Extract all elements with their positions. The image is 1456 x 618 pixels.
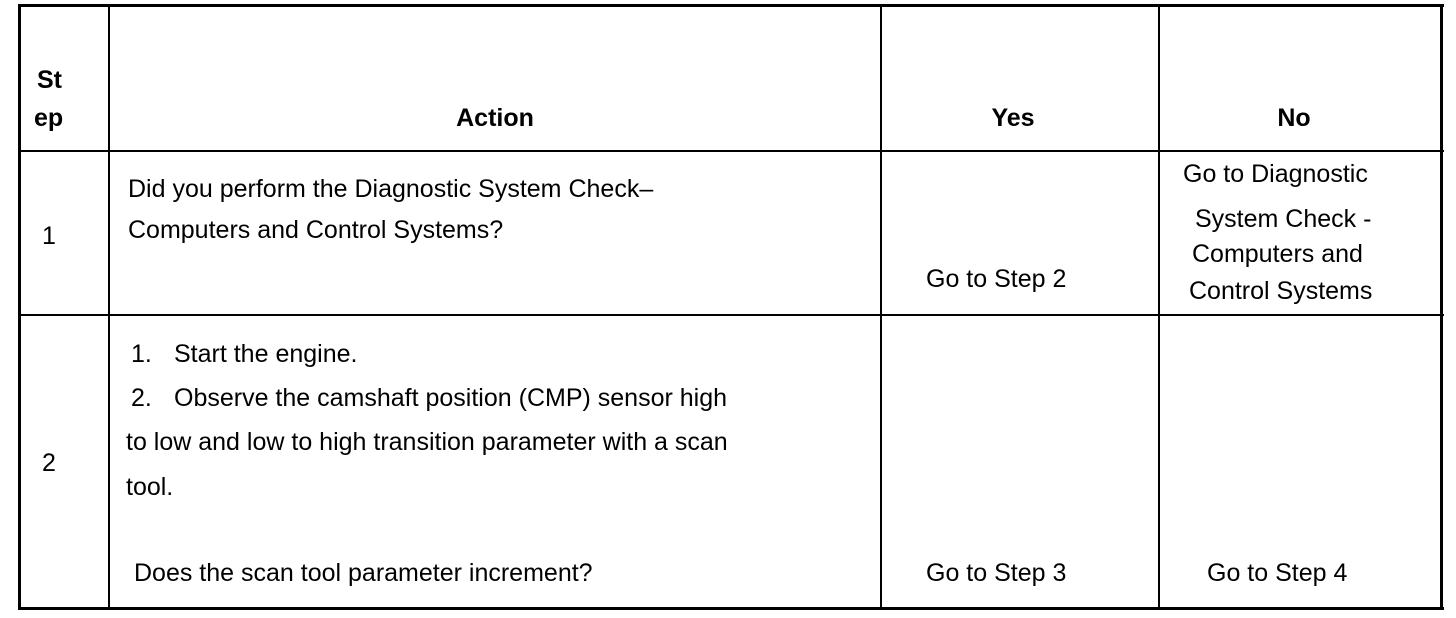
header-action: Action [456, 104, 534, 132]
row2-action-line4: tool. [126, 473, 174, 501]
table-border-top [18, 4, 1444, 7]
row2-action-line3: to low and low to high transition parameter with a scan [126, 428, 728, 456]
row2-question: Does the scan tool parameter increment? [134, 559, 593, 587]
table-border-right [1440, 4, 1443, 610]
table-border-bottom [18, 607, 1444, 610]
header-step-line2: ep [34, 104, 64, 132]
column-divider-step-action [108, 4, 110, 610]
table-border-left [18, 4, 21, 610]
row1-no-line2: System Check - [1195, 205, 1372, 233]
row1-no-line3: Computers and [1192, 240, 1363, 268]
row2-item2-text: Observe the camshaft position (CMP) sensor high [174, 384, 728, 412]
column-divider-yes-no [1158, 4, 1160, 610]
column-divider-action-yes [880, 4, 882, 610]
row2-item1-text: Start the engine. [174, 340, 358, 368]
row2-no: Go to Step 4 [1207, 559, 1348, 587]
row2-step: 2 [42, 449, 56, 477]
row1-no-line1: Go to Diagnostic [1183, 160, 1368, 188]
header-yes: Yes [991, 104, 1035, 132]
header-step-line1: St [37, 66, 62, 94]
header-divider [18, 150, 1444, 152]
row-divider [18, 314, 1444, 316]
row1-action-line2: Computers and Control Systems? [128, 216, 504, 244]
row1-no-line4: Control Systems [1189, 277, 1373, 305]
row1-yes: Go to Step 2 [926, 265, 1067, 293]
row1-action-line1: Did you perform the Diagnostic System Check– [128, 175, 654, 203]
row2-yes: Go to Step 3 [926, 559, 1067, 587]
row2-item1-number: 1. [131, 340, 152, 368]
row1-step: 1 [42, 222, 56, 250]
header-no: No [1277, 104, 1311, 132]
row2-item2-number: 2. [131, 384, 152, 412]
